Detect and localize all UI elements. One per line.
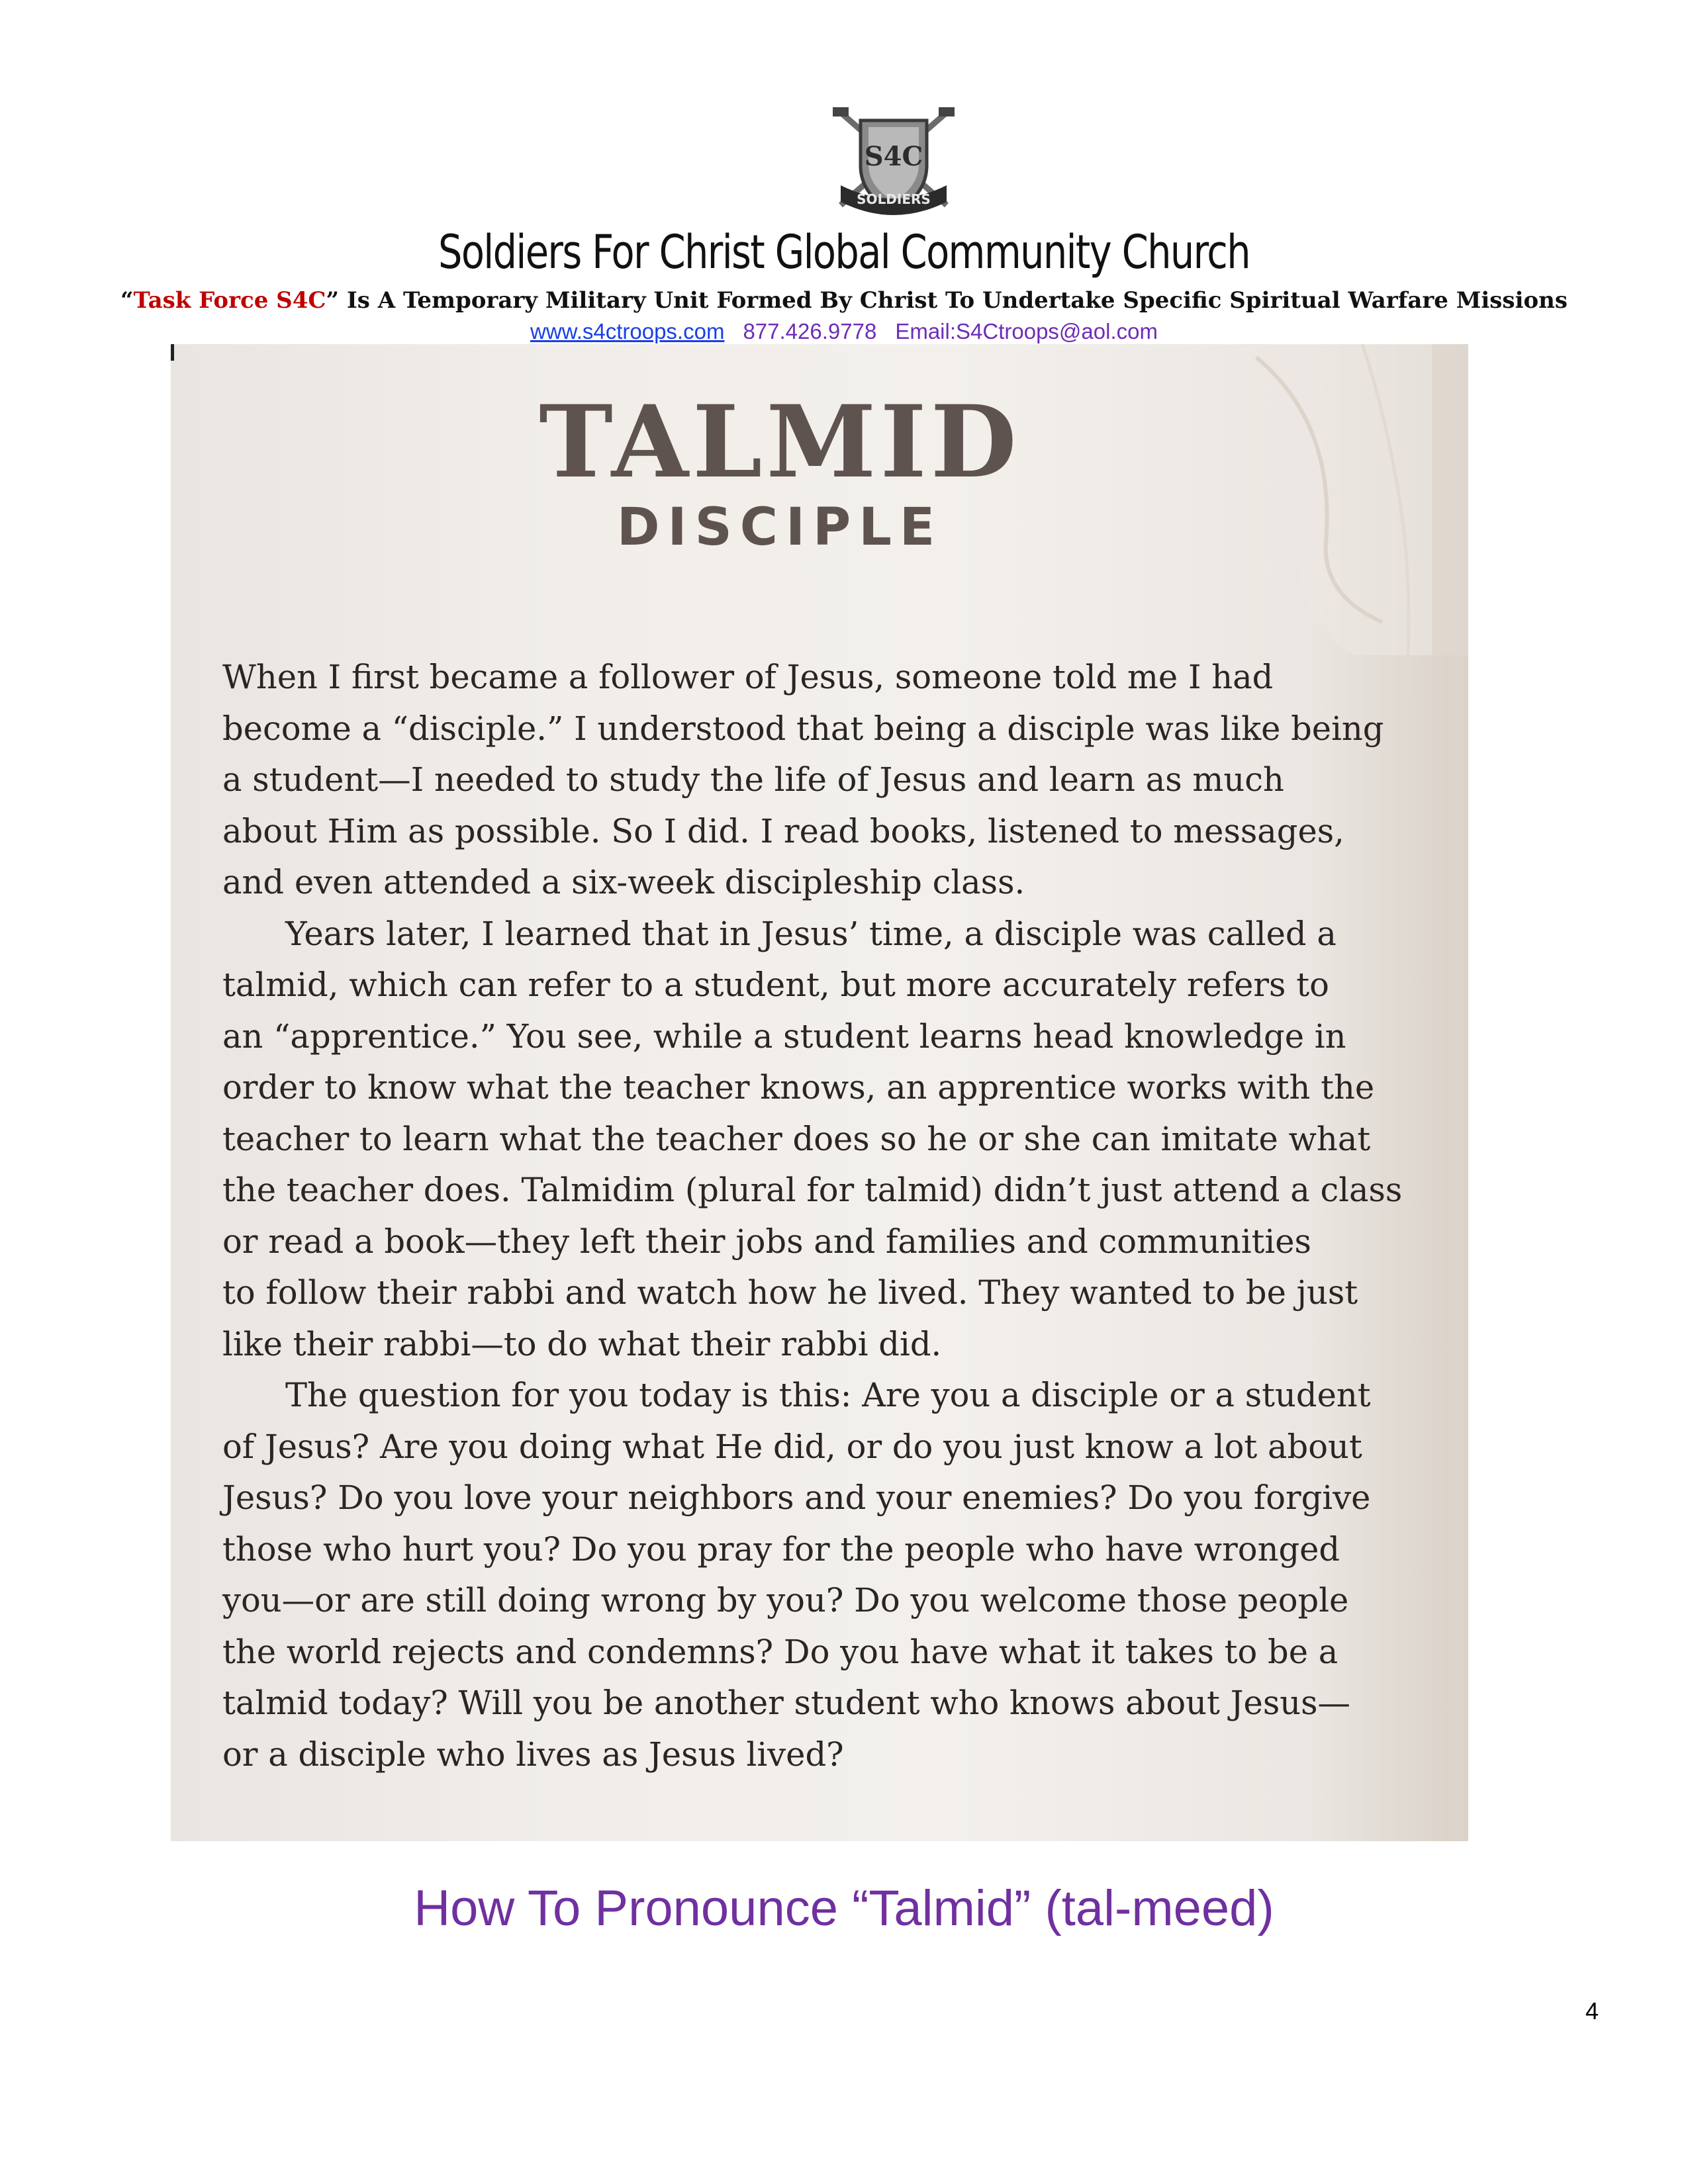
text-line: talmid, which can refer to a student, but more accurately refers to [222, 966, 1329, 1004]
logo-initials: S4C [864, 141, 923, 172]
text-line: the world rejects and condemns? Do you have what it takes to be a [222, 1632, 1338, 1671]
tagline-close-quote: ” [326, 287, 340, 314]
text-line: an “apprentice.” You see, while a student learns head knowledge in [222, 1017, 1346, 1056]
text-line: the teacher does. Talmidim (plural for talmid) didn’t just attend a class [222, 1171, 1403, 1209]
book-page-photo [171, 344, 1468, 1841]
text-line: about Him as possible. So I did. I read books, listened to messages, [222, 811, 1344, 850]
text-line: talmid today? Will you be another student who knows about Jesus— [222, 1684, 1351, 1722]
email-address[interactable]: Email:S4Ctroops@aol.com [895, 319, 1158, 343]
paragraph-3 [222, 1370, 1401, 1780]
tagline-highlight: Task Force S4C [133, 287, 326, 314]
contact-line [0, 319, 1688, 344]
page-number: 4 [1585, 1997, 1599, 2025]
text-line: Jesus? Do you love your neighbors and your enemies? Do you forgive [222, 1479, 1371, 1517]
phone-number: 877.426.9778 [743, 319, 877, 343]
text-line: order to know what the teacher knows, an apprentice works with the [222, 1068, 1375, 1107]
text-line: to follow their rabbi and watch how he lived. They wanted to be just [222, 1273, 1358, 1312]
tagline-text: Is A Temporary Military Unit Formed By Christ To Undertake Specific Spiritual Warfare Missions [339, 287, 1568, 314]
church-name: Soldiers For Christ Global Community Church [438, 225, 1250, 279]
text-line: When I first became a follower of Jesus, someone told me I had [222, 658, 1274, 696]
text-line: a student—I needed to study the life of Jesus and learn as much [222, 760, 1284, 799]
book-body-text [222, 652, 1401, 1780]
tagline [0, 287, 1688, 314]
text-line: become a “disciple.” I understood that being a disciple was like being [222, 709, 1384, 748]
text-line: like their rabbi—to do what their rabbi did. [222, 1324, 942, 1363]
text-line: teacher to learn what the teacher does so he or she can imitate what [222, 1119, 1371, 1158]
logo-banner-text: SOLDIERS [857, 191, 931, 207]
book-subtitle: DISCIPLE [616, 498, 943, 557]
text-line: of Jesus? Are you doing what He did, or do you just know a lot about [222, 1427, 1362, 1466]
text-line: or read a book—they left their jobs and families and communities [222, 1222, 1311, 1261]
s4c-shield-logo [821, 106, 966, 225]
tagline-open-quote: “ [120, 287, 134, 314]
text-line: you—or are still doing wrong by you? Do you welcome those people [222, 1581, 1349, 1619]
website-link[interactable]: www.s4ctroops.com [530, 319, 725, 343]
pronunciation-heading: How To Pronounce “Talmid” (tal-meed) [414, 1880, 1274, 1936]
book-title: TALMID [539, 384, 1021, 500]
text-line: Years later, I learned that in Jesus’ time, a disciple was called a [285, 914, 1336, 953]
text-line: those who hurt you? Do you pray for the people who have wronged [222, 1529, 1340, 1569]
text-line: or a disciple who lives as Jesus lived? [222, 1735, 844, 1774]
paragraph-2 [222, 909, 1401, 1371]
paragraph-1 [222, 652, 1401, 909]
text-line: The question for you today is this: Are you a disciple or a student [285, 1376, 1371, 1414]
text-line: and even attended a six-week discipleship class. [222, 863, 1025, 901]
